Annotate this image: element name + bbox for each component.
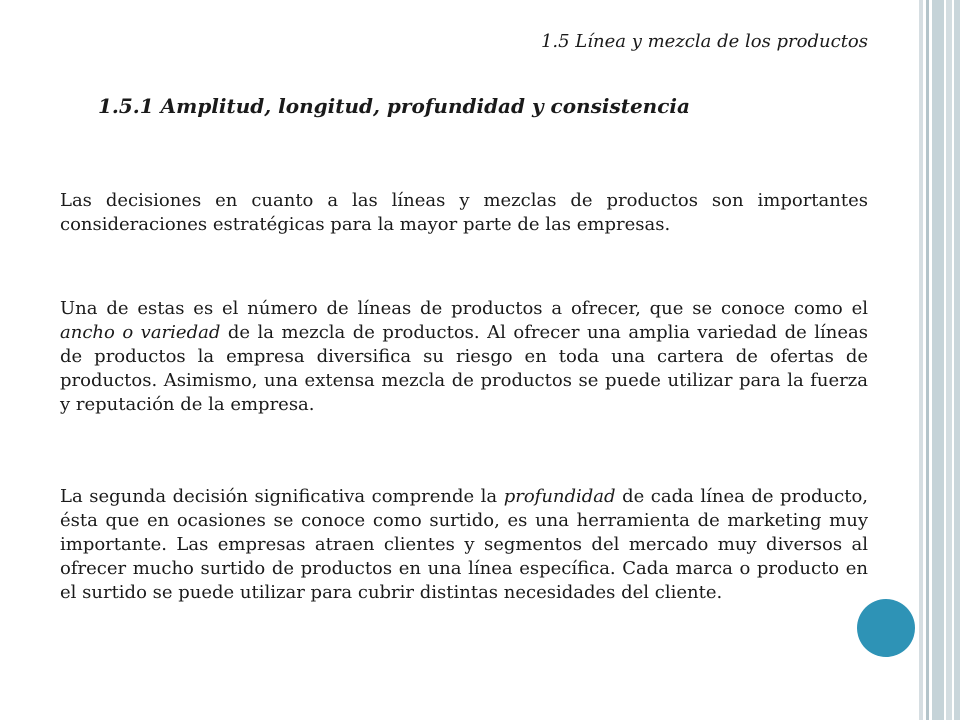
paragraph-width-variety [60,297,868,417]
paragraph-text: La segunda decisión significativa comprende la [60,486,504,507]
decorative-stripe [919,0,923,720]
emphasis-text: ancho o variedad [60,322,221,343]
decorative-stripe [926,0,929,720]
decorative-stripe [946,0,952,720]
decorative-circle [857,599,915,657]
paragraph-text: Una de estas es el número de líneas de productos a ofrecer, que se conoce como el [60,298,868,319]
decorative-stripe [954,0,960,720]
paragraph-line-decisions: Las decisiones en cuanto a las líneas y mezclas de productos son importantes consideraciones estratégicas para la mayor parte de las empresas. [60,190,868,235]
section-title: 1.5 Línea y mezcla de los productos [540,31,868,52]
paragraph-text: de la mezcla de productos. Al ofrecer una amplia variedad de líneas de productos la empresa diversifica su riesgo en toda una cartera de ofertas de productos. Asimismo, una extensa mezcla de productos se puede utilizar para la fuerza y reputación de la empresa. [60,322,869,415]
paragraph-text: de cada línea de producto, ésta que en ocasiones se conoce como surtido, es una herramienta de marketing muy importante. Las empresas atraen clientes y segmentos del mercado muy diversos al ofrecer mucho surtido de productos en una línea específica. Cada marca o producto en el surtido se puede utilizar para cubrir distintas necesidades del cliente. [60,486,869,603]
emphasis-text: profundidad [503,486,616,507]
subsection-title: 1.5.1 Amplitud, longitud, profundidad y consistencia [98,94,690,118]
paragraph-depth [60,485,868,605]
decorative-stripe [932,0,944,720]
